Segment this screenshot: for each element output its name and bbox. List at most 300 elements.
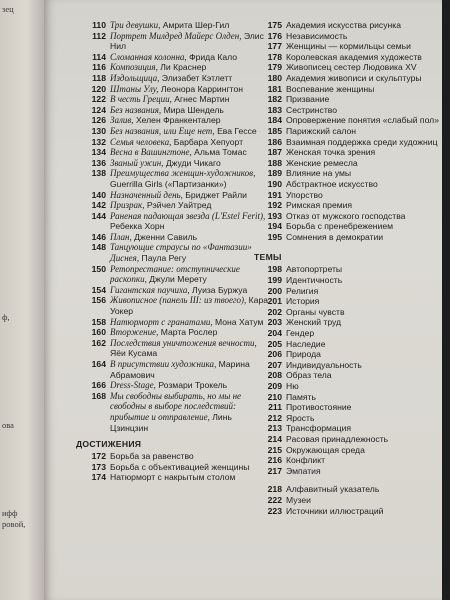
page-number: 212 (267, 412, 282, 423)
achievement-entry[interactable] (254, 232, 440, 243)
page-number: 184 (267, 115, 282, 126)
page-number: 217 (267, 465, 282, 476)
page-number: 150 (91, 263, 106, 274)
achievement-entry[interactable] (76, 451, 272, 462)
artwork-entry[interactable] (76, 295, 272, 316)
page-number: 156 (91, 295, 106, 306)
achievement-entry[interactable] (254, 147, 440, 158)
page-number: 112 (92, 30, 106, 41)
artwork-entry[interactable] (76, 31, 272, 52)
page-number: 201 (267, 296, 282, 307)
artwork-title: Живописное (панель III: из твоего), (110, 295, 247, 306)
achievement-entry[interactable] (254, 115, 440, 126)
entry-text (110, 31, 272, 52)
entry-text (286, 328, 440, 339)
artist-name: Амрита Шер-Гил (162, 20, 230, 30)
page-number: 192 (267, 200, 282, 211)
achievement-entry[interactable] (254, 84, 440, 95)
page-number: 173 (91, 461, 106, 472)
entry-text (110, 242, 272, 263)
end-matter-entry[interactable] (254, 495, 440, 506)
artwork-entry[interactable] (76, 115, 272, 126)
page-number: 122 (91, 94, 106, 105)
page-number: 158 (91, 316, 106, 327)
entry-text (286, 381, 440, 392)
achievement-title: Сестринство (286, 104, 338, 115)
page-number: 213 (267, 423, 282, 434)
artist-name: Ева Гессе (217, 125, 257, 136)
page-number: 185 (267, 125, 282, 136)
entry-text (110, 451, 272, 462)
page-number: 209 (267, 381, 282, 391)
entry-text (110, 264, 272, 285)
entry-text (286, 62, 440, 73)
page-number: 172 (91, 451, 106, 462)
page-number: 132 (91, 136, 106, 147)
page-number: 204 (267, 328, 282, 339)
entry-text (286, 296, 440, 307)
artist-name: Джуди Чикаго (165, 157, 221, 168)
page-number: 194 (267, 221, 282, 232)
theme-title: Окружающая среда (286, 444, 365, 455)
page-number: 136 (91, 157, 106, 168)
artwork-entry[interactable] (76, 338, 272, 359)
achievement-title: Воспевание женщины (286, 83, 375, 94)
entry-text (286, 360, 440, 371)
artist-name: Рэйчел Уайтред (146, 200, 212, 211)
achievement-entry[interactable] (254, 31, 440, 42)
binding-shadow (442, 0, 450, 600)
page-number: 202 (267, 306, 282, 317)
page-number: 210 (267, 391, 282, 402)
page-number: 222 (267, 494, 282, 505)
artwork-title: Натюрморт с гранатами, (110, 316, 213, 327)
entry-text (286, 147, 440, 158)
artist-name: Дженни Савиль (134, 231, 198, 242)
theme-entry[interactable] (254, 381, 440, 392)
theme-title: Религия (286, 285, 319, 296)
theme-title: Трансформация (286, 423, 352, 434)
theme-entry[interactable] (254, 317, 440, 328)
page-number: 140 (91, 189, 106, 200)
entry-text (286, 392, 440, 403)
page-number: 188 (267, 157, 282, 168)
page-number: 216 (267, 455, 282, 466)
achievement-entry[interactable] (254, 94, 440, 105)
entry-text (286, 275, 440, 286)
page-number: 114 (92, 51, 106, 62)
achievement-entry[interactable] (254, 20, 440, 31)
artist-name: Элис Нил (110, 30, 264, 52)
entry-text (110, 158, 272, 169)
artist-name: Марта Рослер (160, 327, 218, 338)
entry-text (110, 295, 272, 316)
entry-text (286, 434, 440, 445)
achievement-entry[interactable] (254, 179, 440, 190)
end-matter-entry[interactable] (254, 506, 440, 517)
entry-text (110, 359, 272, 380)
theme-entry[interactable] (254, 349, 440, 360)
achievement-entry[interactable] (76, 472, 272, 483)
achievement-entry[interactable] (254, 137, 440, 148)
page-number: 146 (91, 231, 106, 242)
page-number: 162 (91, 337, 106, 348)
achievement-title: Абстрактное искусство (286, 178, 378, 189)
page-number: 166 (91, 380, 106, 391)
page-number: 174 (91, 472, 106, 483)
entry-text (286, 232, 440, 243)
page-number: 203 (267, 317, 282, 328)
facing-page-edge (0, 0, 44, 600)
page-number: 110 (92, 20, 106, 30)
artwork-title: Весна в Вашингтоне, (110, 147, 192, 158)
theme-entry[interactable] (254, 360, 440, 371)
page-number: 198 (267, 264, 282, 275)
entry-text (110, 168, 272, 189)
theme-entry[interactable] (254, 413, 440, 424)
artwork-entry[interactable] (76, 190, 272, 201)
artist-name: Ли Краснер (160, 62, 207, 73)
artwork-title: Издольщица, (110, 72, 160, 83)
topics-column (254, 20, 440, 516)
entry-text (110, 20, 272, 31)
artist-name: Агнес Мартин (174, 94, 230, 105)
theme-entry[interactable] (254, 434, 440, 445)
entry-text (286, 200, 440, 211)
artwork-entry[interactable] (76, 327, 272, 338)
page-number: 138 (91, 168, 106, 179)
artwork-entry[interactable] (76, 242, 272, 263)
entry-text (110, 327, 272, 338)
page-number: 200 (267, 285, 282, 296)
entry-text (286, 137, 440, 148)
achievement-title: Влияние на умы (286, 168, 352, 179)
theme-title: Расовая принадлежность (286, 433, 389, 444)
theme-title: Противостояние (286, 402, 352, 413)
artwork-entry[interactable] (76, 73, 272, 84)
entry-text (286, 115, 440, 126)
artist-name: Леонора Каррингтон (160, 83, 243, 94)
entry-text (286, 286, 440, 297)
theme-title: Автопортреты (286, 264, 343, 275)
works-column (76, 20, 272, 483)
artist-name: Мира Шендель (163, 104, 224, 115)
page-number: 181 (267, 83, 282, 94)
theme-title: Конфликт (286, 455, 326, 466)
artwork-entry[interactable] (76, 105, 272, 116)
theme-entry[interactable] (254, 307, 440, 318)
artwork-title: Семья человека, (110, 136, 172, 147)
entry-text (110, 126, 272, 137)
artwork-entry[interactable] (76, 232, 272, 243)
page-number: 182 (267, 94, 282, 105)
entry-text (286, 211, 440, 222)
entry-text (110, 211, 272, 232)
entry-text (286, 158, 440, 169)
entry-text (110, 105, 272, 116)
artwork-entry[interactable] (76, 200, 272, 211)
page-number: 175 (267, 20, 282, 30)
achievement-entry[interactable] (254, 52, 440, 63)
theme-entry[interactable] (254, 328, 440, 339)
end-matter-title: Источники иллюстраций (286, 505, 384, 516)
theme-entry[interactable] (254, 370, 440, 381)
artwork-title: Назначенный день, (110, 189, 183, 200)
achievement-entry[interactable] (254, 200, 440, 211)
artwork-title: Штаны Улу, (110, 83, 159, 94)
entry-text (286, 20, 440, 31)
entry-text (286, 41, 440, 52)
theme-title: Память (286, 391, 316, 402)
artwork-entry[interactable] (76, 391, 272, 433)
theme-title: Ню (286, 381, 299, 391)
artist-name: Guerrilla Girls («Партизанки») (110, 178, 227, 189)
entry-text (110, 190, 272, 201)
page-number: 180 (267, 72, 282, 83)
artist-name: Фрида Кало (189, 51, 238, 62)
artwork-entry[interactable] (76, 285, 272, 296)
facing-page-fragment: ф, (2, 312, 10, 322)
artwork-title: Dress-Stage, (110, 380, 156, 391)
artist-name: Ребекка Хорн (110, 221, 165, 232)
achievement-title: Взаимная поддержка среди художниц (286, 136, 438, 147)
entry-text (286, 307, 440, 318)
theme-entry[interactable] (254, 445, 440, 456)
entry-text (286, 84, 440, 95)
page-number: 144 (91, 210, 106, 221)
page-number: 218 (267, 484, 282, 495)
artwork-title: Вторжение, (110, 327, 159, 338)
artwork-entry[interactable] (76, 317, 272, 328)
page-number: 134 (91, 147, 106, 158)
artist-name: Линь Цзинцзин (110, 411, 232, 433)
artist-name: Альма Томас (194, 147, 247, 158)
artwork-title: Портрет Милдред Майерс Олден, (110, 30, 242, 41)
achievement-entry[interactable] (254, 41, 440, 52)
entry-text (286, 317, 440, 328)
artist-name: Бриджет Райли (185, 189, 247, 200)
theme-title: Женский труд (286, 317, 342, 328)
facing-page-fragment: ова (2, 420, 14, 430)
achievement-title: Упорство (286, 189, 323, 200)
page-number: 214 (267, 433, 282, 444)
achievement-entry[interactable] (254, 126, 440, 137)
entry-text (286, 484, 440, 495)
theme-title: Эмпатия (286, 465, 321, 476)
page-number: 124 (91, 104, 106, 115)
page-number: 142 (91, 200, 106, 211)
theme-title: Образ тела (286, 370, 332, 381)
entry-text (286, 423, 440, 434)
page-number: 199 (267, 275, 282, 286)
theme-entry[interactable] (254, 392, 440, 403)
entry-text (110, 147, 272, 158)
entry-text (286, 221, 440, 232)
artwork-title: Званый ужин, (110, 157, 164, 168)
page-number: 179 (267, 62, 282, 73)
achievement-title: Отказ от мужского господства (286, 210, 406, 221)
achievement-title: Сомнения в демократии (286, 231, 384, 242)
themes-heading: ТЕМЫ (254, 252, 282, 263)
entry-text (286, 126, 440, 137)
achievement-title: Женские ремесла (286, 157, 358, 168)
page-number: 116 (92, 62, 106, 73)
achievement-title: Живописец сестер Людовика XV (286, 62, 417, 73)
achievement-entry[interactable] (254, 211, 440, 222)
entry-text (286, 339, 440, 350)
facing-page-fragment: ровой, (2, 519, 26, 529)
artwork-title: Преимущества женщин-художников, (110, 168, 256, 179)
artwork-entry[interactable] (76, 62, 272, 73)
theme-title: Индивидуальность (286, 359, 362, 370)
theme-entry[interactable] (254, 275, 440, 286)
achievement-entry[interactable] (254, 190, 440, 201)
achievements-list (76, 451, 272, 483)
page-number: 118 (92, 72, 106, 83)
artwork-entry[interactable] (76, 380, 272, 391)
artwork-title: Без названия, или Еще нет, (110, 125, 215, 136)
achievement-entry[interactable] (76, 462, 272, 473)
entry-text (110, 84, 272, 95)
artist-name: Барбара Хепуорт (173, 136, 244, 147)
entry-text (110, 137, 272, 148)
artwork-entry[interactable] (76, 168, 272, 189)
achievement-title: Академия живописи и скульптуры (286, 72, 422, 83)
theme-title: Органы чувств (286, 306, 345, 317)
theme-title: История (286, 296, 320, 307)
artwork-entry[interactable] (76, 52, 272, 63)
page-number: 178 (267, 51, 282, 62)
entry-text (286, 168, 440, 179)
artwork-title: Мы свободны выбирать, но мы не свободны в выборе последствий: прибытие и отправление, (110, 390, 242, 422)
achievement-title: Академия искусства рисунка (286, 20, 401, 30)
page-number: 160 (91, 327, 106, 338)
artwork-entry[interactable] (76, 137, 272, 148)
artwork-title: План, (110, 231, 132, 242)
artwork-title: В честь Греции, (110, 94, 172, 105)
page-number: 164 (91, 359, 106, 369)
achievement-entry[interactable] (254, 62, 440, 73)
entry-text (110, 115, 272, 126)
page-number: 223 (267, 505, 282, 516)
page-number: 154 (91, 284, 106, 295)
artwork-entry[interactable] (76, 20, 272, 31)
entry-text (286, 495, 440, 506)
theme-entry[interactable] (254, 264, 440, 275)
artwork-title: Гигантская паучиха, (110, 284, 190, 295)
artwork-entry[interactable] (76, 264, 272, 285)
page-number: 211 (268, 402, 282, 413)
entry-text (110, 380, 272, 391)
page-number: 191 (267, 189, 282, 200)
achievement-title: Женская точка зрения (286, 147, 376, 158)
entry-text (110, 338, 272, 359)
artwork-title: Последствия уничтожения вечности, (110, 337, 257, 348)
artwork-entry[interactable] (76, 211, 272, 232)
artwork-entry[interactable] (76, 147, 272, 158)
artist-name: Джули Мерету (149, 274, 207, 285)
achievement-title: Борьба за равенство (110, 451, 194, 462)
entry-text (286, 445, 440, 456)
theme-entry[interactable] (254, 339, 440, 350)
achievement-title: Призвание (286, 94, 330, 105)
page-number: 193 (267, 210, 282, 221)
artwork-title: Сломанная колонна, (110, 51, 187, 62)
theme-entry[interactable] (254, 466, 440, 477)
works-list (76, 20, 272, 433)
achievements-continued-list (254, 20, 440, 242)
artist-name: Марина Абрамович (110, 359, 250, 380)
page-number: 215 (267, 444, 282, 455)
page-number: 176 (267, 30, 282, 41)
page-number: 206 (267, 349, 282, 360)
facing-page-fragment: ифф (2, 508, 18, 518)
end-matter-entry[interactable] (254, 484, 440, 495)
achievement-title: Парижский салон (286, 125, 357, 136)
theme-entry[interactable] (254, 286, 440, 297)
artwork-entry[interactable] (76, 126, 272, 137)
artist-name: Хелен Франкенталер (135, 115, 221, 126)
artwork-entry[interactable] (76, 359, 272, 380)
page-number: 208 (267, 370, 282, 381)
entry-text (110, 94, 272, 105)
page-number: 190 (267, 178, 282, 189)
artist-name: Паула Регу (141, 253, 187, 264)
page-number: 120 (91, 83, 106, 94)
achievement-entry[interactable] (254, 73, 440, 84)
theme-entry[interactable] (254, 296, 440, 307)
entry-text (286, 402, 440, 413)
achievement-title: Натюрморт с накрытым столом (110, 472, 236, 483)
achievement-entry[interactable] (254, 105, 440, 116)
artwork-title: Без названия, (110, 104, 162, 115)
theme-entry[interactable] (254, 423, 440, 434)
achievement-entry[interactable] (254, 221, 440, 232)
artwork-entry[interactable] (76, 158, 272, 169)
artwork-entry[interactable] (76, 94, 272, 105)
artwork-title: Композиция, (110, 62, 158, 73)
artwork-entry[interactable] (76, 84, 272, 95)
entry-text (110, 317, 272, 328)
entry-text (110, 472, 272, 483)
page-number: 189 (267, 168, 282, 179)
page-number: 195 (267, 231, 282, 242)
achievement-title: Опровержение понятия «слабый пол» (286, 115, 439, 126)
artwork-title: Призрак, (110, 200, 145, 211)
entry-text (286, 506, 440, 517)
end-matter-title: Музеи (286, 494, 311, 505)
page-number: 177 (267, 41, 282, 52)
themes-list (254, 264, 440, 476)
page-number: 168 (91, 390, 106, 401)
achievement-title: Римская премия (286, 200, 353, 211)
theme-title: Природа (286, 349, 321, 360)
achievements-heading: ДОСТИЖЕНИЯ (76, 439, 142, 450)
theme-title: Ярость (286, 412, 315, 423)
entry-text (110, 462, 272, 473)
page-number: 187 (267, 147, 282, 158)
achievement-title: Независимость (286, 30, 348, 41)
achievement-entry[interactable] (254, 168, 440, 179)
artist-name: Кара Уокер (110, 295, 269, 317)
artwork-title: Ретопрестание: отступнические раскопки, (110, 263, 240, 285)
theme-entry[interactable] (254, 455, 440, 466)
theme-entry[interactable] (254, 402, 440, 413)
page-number: 183 (267, 104, 282, 115)
achievement-entry[interactable] (254, 158, 440, 169)
artist-name: Яёи Кусама (110, 348, 158, 359)
artist-name: Элизабет Кэтлетт (161, 72, 233, 83)
